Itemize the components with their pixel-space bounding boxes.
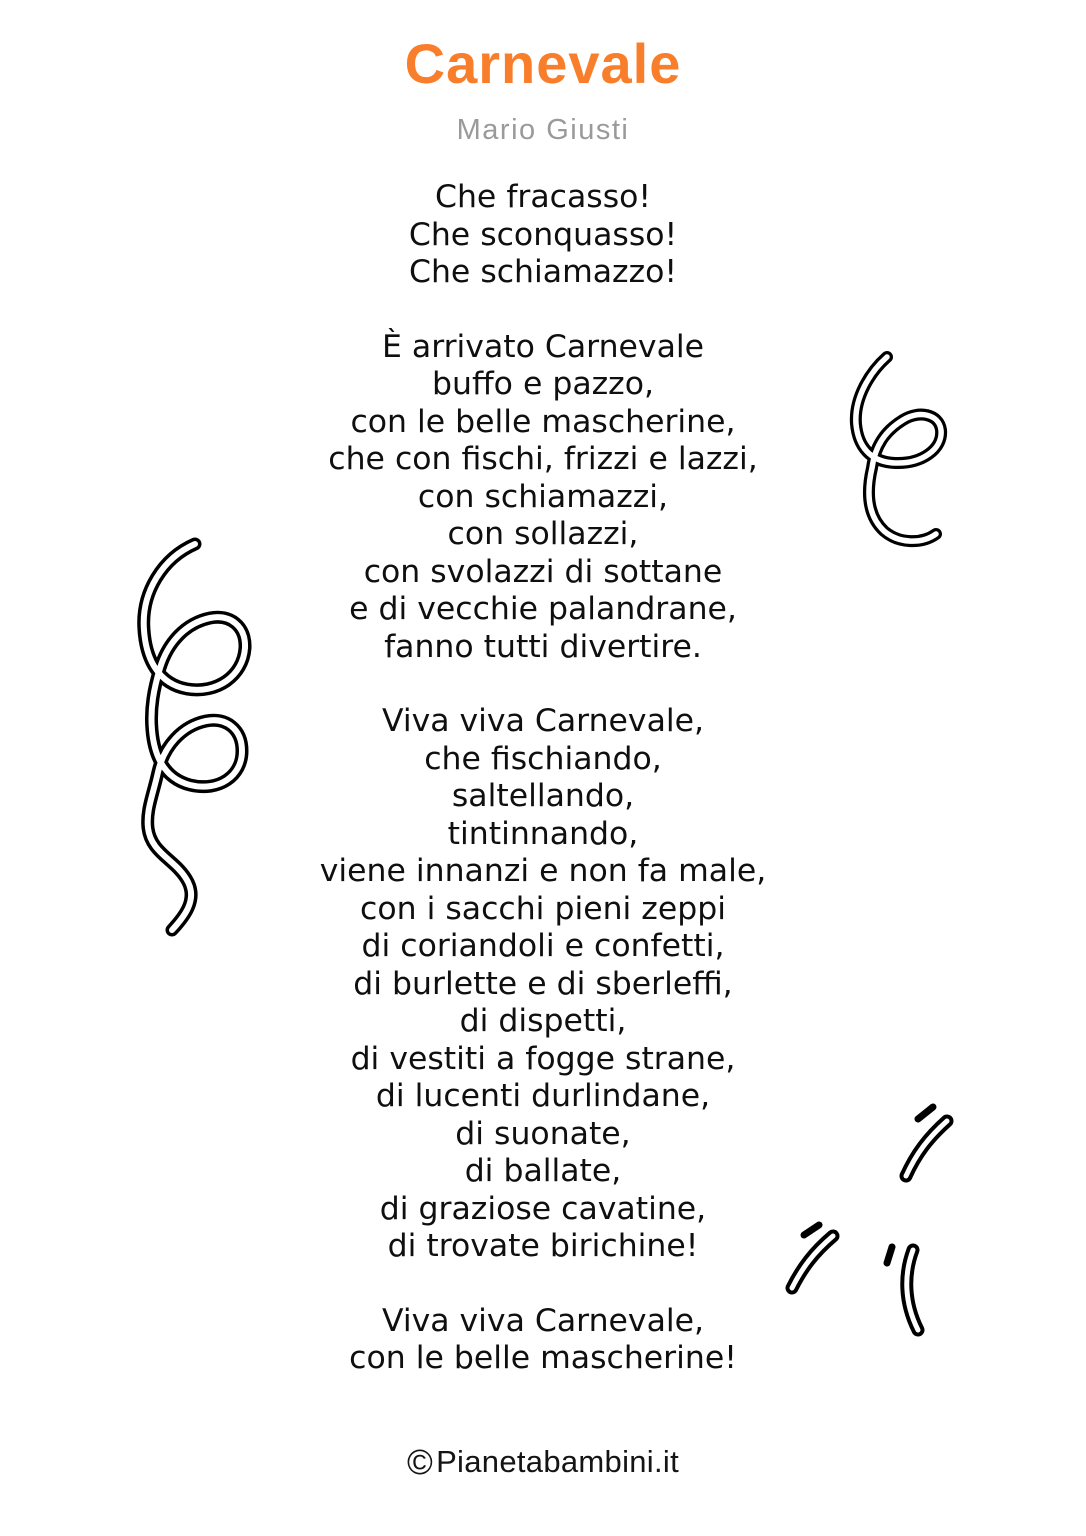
poem-line: e di vecchie palandrane, (349, 591, 737, 627)
poem-line: buffo e pazzo, (432, 366, 654, 402)
poem-line: Che fracasso! (434, 179, 652, 215)
page-title: Carnevale (404, 32, 682, 95)
poem-line: saltellando, (451, 778, 635, 814)
poem-line: di vestiti a fogge strane, (350, 1040, 736, 1077)
confetti-dash-icon (875, 1240, 930, 1340)
poem-author: Mario Giusti (456, 114, 630, 146)
poem-line: Che schiamazzo! (408, 254, 678, 290)
poem-line: con le belle mascherine! (349, 1340, 737, 1376)
poem-line: di lucenti durlindane, (375, 1078, 711, 1114)
confetti-dash-icon (890, 1100, 960, 1185)
poem-line: con svolazzi di sottane (363, 553, 723, 590)
site-credit (0, 1441, 1086, 1481)
confetti-dash-icon (780, 1220, 850, 1298)
streamer-icon-right (848, 350, 948, 555)
poem-line: di suonate, (455, 1115, 631, 1152)
copyright-icon: © (406, 1443, 434, 1482)
poem-line: di trovate birichine! (387, 1228, 699, 1264)
poem-line: con i sacchi pieni zeppi (360, 890, 726, 927)
poem-line: che fischiando, (424, 740, 662, 777)
poem-line: di burlette e di sberleffi, (353, 965, 733, 1002)
poem-line: Viva viva Carnevale, (381, 703, 705, 739)
poem-line: fanno tutti divertire. (384, 628, 702, 665)
poem-line: di dispetti, (459, 1003, 627, 1039)
poem-line: Che sconquasso! (408, 216, 678, 253)
poem-line: tintinnando, (447, 815, 639, 852)
poem-line: con schiamazzi, (417, 478, 669, 515)
poem-line: di coriandoli e confetti, (361, 928, 725, 964)
site-name: Pianetabambini.it (436, 1444, 679, 1479)
poem-line: viene innanzi e non fa male, (319, 853, 767, 889)
poem-line: con le belle mascherine, (350, 403, 736, 440)
streamer-icon-left (113, 536, 248, 936)
poem-line: di ballate, (464, 1153, 622, 1189)
poem-line: che con fischi, frizzi e lazzi, (328, 441, 758, 477)
poem-stanza (0, 179, 1086, 292)
poem-line: È arrivato Carnevale (381, 328, 704, 365)
poem-line: di graziose cavatine, (379, 1190, 707, 1227)
poem-line: Viva viva Carnevale, (381, 1302, 705, 1339)
poem-line: con sollazzi, (447, 516, 639, 552)
